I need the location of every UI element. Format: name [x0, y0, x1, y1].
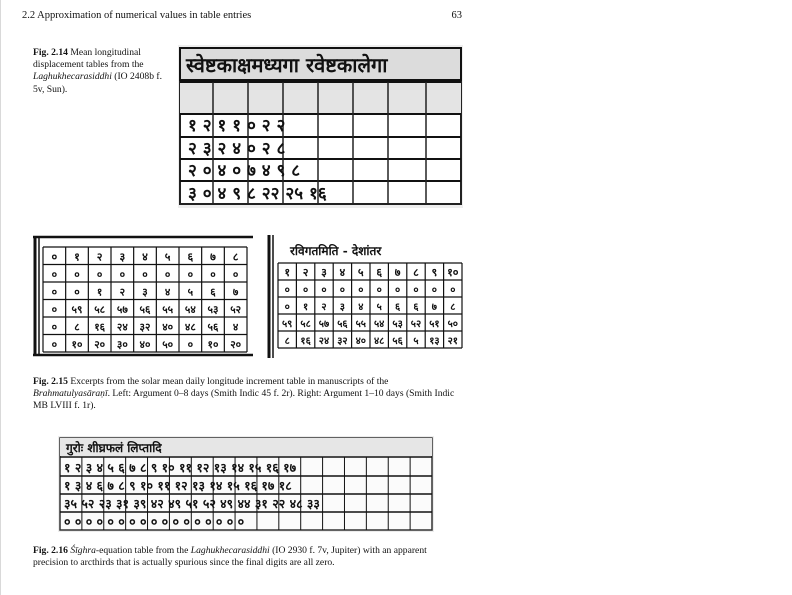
left-table-cell: ७: [232, 286, 239, 299]
left-table-cell: ५५: [162, 304, 174, 316]
left-table-header-cell: ६: [187, 250, 194, 264]
left-table-cell: ०: [74, 269, 80, 281]
left-table-cell: २४: [116, 321, 128, 334]
left-table-cell: ५७: [116, 304, 128, 316]
right-table-cell: ०: [302, 285, 309, 296]
fig-2-14-scan-heading: स्वेष्टकाक्षमध्यगा रवेष्टकालेगा: [186, 53, 388, 77]
right-table-cell: ८: [450, 302, 456, 313]
left-table-cell: ०: [210, 269, 216, 281]
right-table-cell: ०: [321, 285, 327, 296]
right-table-cell: ०: [339, 285, 346, 296]
left-table-cell: ५४: [184, 304, 196, 316]
right-table-cell: ५३: [392, 319, 403, 330]
left-table-cell: ३२: [139, 321, 151, 334]
right-table-cell: ५: [376, 302, 382, 313]
left-table-cell: ५३: [207, 304, 219, 316]
left-table-cell: ३: [142, 286, 148, 299]
fig-2-15-text-b: . Left: Argument 0–8 days (Smith Indic 45 f. 2r). Right: Argument 1–10 days (Smith Indic MB LVIII f. 1r).: [33, 388, 455, 412]
fig-2-14-row-4: ३ ० ४ ९ ८ २२ २५ १६: [188, 184, 327, 204]
right-table-header-cell: १: [284, 266, 291, 279]
left-table-cell: २०: [230, 339, 242, 351]
right-table-cell: ०: [450, 285, 456, 296]
fig-2-16-title-a: Śīghra: [70, 545, 96, 556]
left-table-header-cell: २: [96, 250, 103, 264]
fig-2-16-row-1: १ २ ३ ४ ५ ६ ७ ८ ९ १० ११ १२ १३ १४ १५ १६ १७: [64, 460, 297, 475]
right-table-cell: २१: [447, 336, 459, 347]
right-table-cell: ०: [431, 285, 438, 296]
fig-2-16-row-4: ० ० ० ० ० ० ० ० ० ० ० ० ० ० ० ० ०: [64, 514, 245, 529]
left-table-cell: ०: [232, 269, 239, 281]
fig-2-15-left-manuscript-image: [33, 233, 253, 360]
right-table-cell: ५८: [300, 319, 311, 330]
left-table-cell: ०: [51, 321, 58, 334]
left-table-header-cell: ०: [51, 250, 58, 264]
fig-2-14-text-a: Mean longitudinal displacement tables from the: [33, 47, 144, 71]
right-table-cell: ०: [284, 302, 290, 313]
right-table-cell: ५९: [281, 319, 293, 330]
left-table-cell: ०: [51, 269, 58, 281]
left-table-cell: ०: [96, 269, 103, 281]
right-table-cell: १३: [429, 336, 440, 347]
left-table-header-cell: १: [74, 250, 80, 264]
fig-2-14-row-2: २ ३ २ ४ ० २ ८: [188, 139, 286, 159]
right-table-cell: ८: [284, 336, 290, 347]
left-table-cell: ५६: [207, 321, 219, 334]
right-table-cell: ४०: [355, 336, 367, 347]
right-table-header-cell: ५: [357, 266, 364, 279]
left-table-cell: २०: [94, 339, 106, 351]
fig-2-16-label: Fig. 2.16: [33, 545, 68, 556]
fig-2-16-row-3: ३५ ५२ २३ ३१ ३९ ४२ ४९ ५१ ५२ ४९ ४४ ३१ २२ ४८ ३३: [64, 496, 320, 511]
left-table-cell: १०: [207, 339, 219, 351]
left-table-cell: ५८: [94, 304, 106, 316]
right-table-header-cell: ८: [413, 266, 419, 279]
page-number: 63: [451, 10, 462, 21]
fig-2-14-row-3: २ ० ४ ० ७ ४ ९ ८: [188, 161, 301, 181]
right-table-cell: ६: [394, 302, 401, 313]
left-table-cell: ०: [51, 339, 58, 351]
left-table-cell: ४०: [162, 321, 174, 334]
right-table-cell: १: [302, 302, 309, 313]
fig-2-15-right-heading: रविगतमिति - देशांतर: [290, 244, 382, 258]
left-table-cell: ०: [51, 304, 58, 316]
fig-2-16-caption: [33, 545, 463, 569]
fig-2-15-caption: [33, 376, 463, 413]
left-table-cell: ०: [74, 286, 80, 299]
right-table-cell: ५०: [447, 319, 459, 330]
right-table-cell: ५१: [429, 319, 440, 330]
left-table-cell: ५०: [162, 339, 174, 351]
left-table-cell: ५२: [230, 304, 242, 316]
right-table-cell: २: [321, 302, 327, 313]
right-table-cell: ४८: [373, 336, 385, 347]
left-table-cell: १६: [94, 321, 106, 334]
left-table-cell: १: [96, 286, 103, 299]
right-table-cell: ७: [431, 302, 438, 313]
left-table-cell: ५: [187, 286, 194, 299]
right-table-header-cell: ३: [321, 266, 327, 279]
left-table-cell: ४०: [139, 339, 151, 351]
left-table-header-cell: ३: [119, 250, 126, 264]
fig-2-14-label: Fig. 2.14: [33, 47, 68, 58]
right-table-cell: ५: [413, 336, 419, 347]
right-table-cell: ३: [339, 302, 346, 313]
right-table-cell: ५४: [373, 319, 385, 330]
fig-2-15-right-manuscript-image: [266, 233, 464, 360]
fig-2-14-title: Laghukhecarasiddhi: [33, 71, 112, 83]
right-table-header-cell: ४: [339, 266, 346, 279]
fig-2-14-row-1: १ २ १ १ ० २ २: [188, 116, 286, 136]
fig-2-14-caption: [33, 47, 168, 96]
right-table-cell: ०: [394, 285, 401, 296]
fig-2-16-manuscript-image: [58, 436, 434, 532]
fig-2-14-text-b: (IO 2408b f. 5v, Sun).: [33, 71, 162, 95]
right-table-header-cell: २: [302, 266, 309, 279]
left-table-cell: १०: [71, 339, 83, 351]
fig-2-16-text-a: -equation table from the: [95, 545, 189, 556]
right-table-cell: २४: [318, 336, 330, 347]
fig-2-15-title: Brahmatulyasāraṇī: [33, 388, 108, 400]
fig-2-16-scan-heading: गुरोः शीघ्रफलं लिप्तादि: [66, 441, 162, 455]
left-table-cell: ५९: [71, 304, 83, 316]
right-table-cell: ५६: [392, 336, 403, 347]
left-table-cell: ०: [164, 269, 171, 281]
right-table-header-cell: ९: [431, 266, 438, 279]
left-table-cell: २: [119, 286, 126, 299]
page-edge: [0, 0, 1, 595]
right-table-cell: ०: [376, 285, 382, 296]
left-table-cell: ०: [187, 339, 194, 351]
left-table-header-cell: ५: [164, 250, 171, 264]
left-table-header-cell: ४: [142, 250, 148, 264]
fig-2-16-text-b: (IO 2930 f. 7v, Jupiter) with an apparent precision to arcthirds that is actually spurious since the final digits are all zero.: [33, 545, 427, 569]
left-table-cell: ६: [210, 286, 216, 299]
left-table-cell: ८: [74, 321, 80, 334]
right-table-cell: ०: [284, 285, 290, 296]
left-table-cell: ४: [164, 286, 171, 299]
right-table-cell: ५६: [337, 319, 348, 330]
left-table-cell: ०: [119, 269, 126, 281]
right-table-cell: ५५: [355, 319, 367, 330]
right-table-header-cell: १०: [447, 266, 459, 279]
left-table-header-cell: ८: [232, 250, 239, 264]
right-table-header-cell: ७: [394, 266, 401, 279]
right-table-cell: ६: [413, 302, 419, 313]
left-table-cell: ०: [51, 286, 58, 299]
fig-2-16-row-2: १ ३ ४ ६ ७ ८ ९ १० ११ १२ १३ १४ १५ १६ १७ १८: [64, 478, 292, 493]
right-table-cell: ३२: [337, 336, 348, 347]
fig-2-14-manuscript-image: [178, 45, 463, 208]
left-table-cell: ३०: [116, 339, 128, 351]
right-table-cell: ४: [358, 302, 364, 313]
right-table-cell: ०: [358, 285, 364, 296]
left-table-cell: ५६: [139, 304, 151, 316]
right-table-cell: १६: [300, 336, 311, 347]
right-table-cell: ५७: [318, 319, 330, 330]
right-table-cell: ५२: [410, 319, 422, 330]
right-table-cell: ०: [413, 285, 419, 296]
section-title: 2.2 Approximation of numerical values in table entries: [22, 10, 252, 21]
left-table-cell: ०: [187, 269, 194, 281]
fig-2-15-label: Fig. 2.15: [33, 376, 68, 387]
left-table-header-cell: ७: [210, 250, 216, 264]
fig-2-16-title-b: Laghukhecarasiddhi: [190, 545, 270, 556]
right-table-header-cell: ६: [376, 266, 383, 279]
left-table-cell: ४८: [184, 321, 196, 334]
fig-2-15-text-a: Excerpts from the solar mean daily longitude increment table in manuscripts of the: [70, 376, 389, 387]
left-table-cell: ४: [232, 321, 239, 334]
left-table-cell: ०: [142, 269, 148, 281]
